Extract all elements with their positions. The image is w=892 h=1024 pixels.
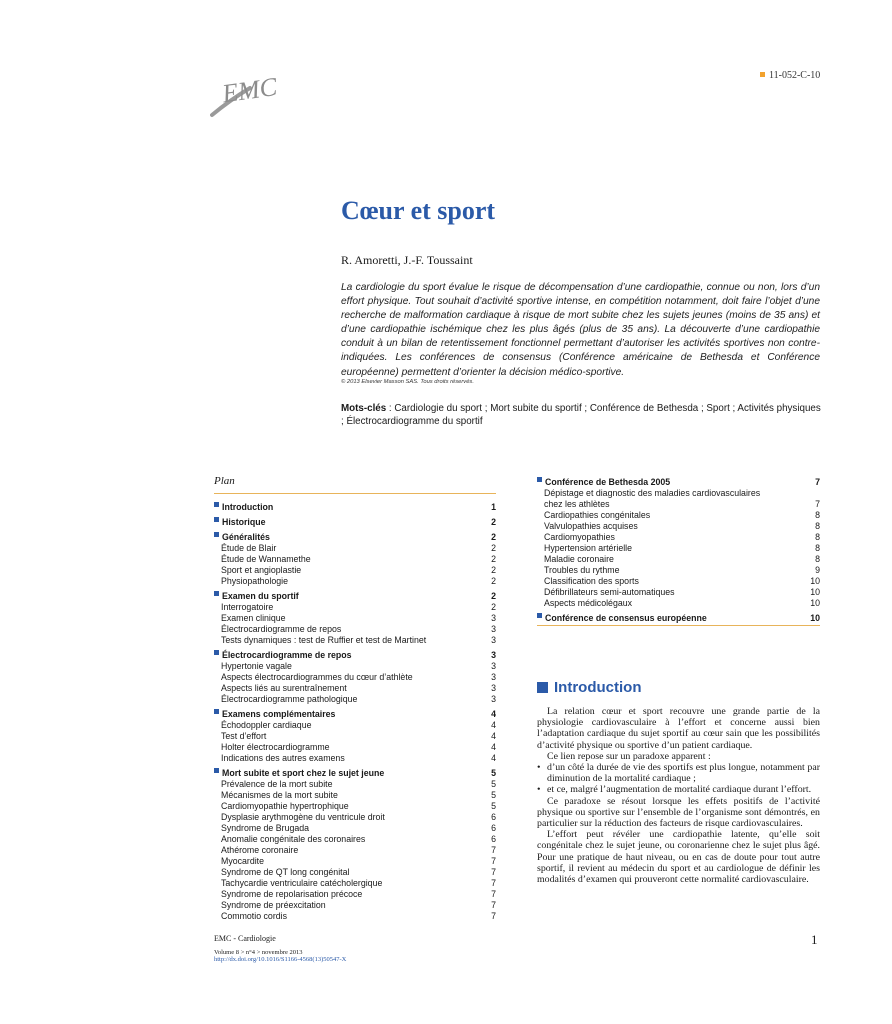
toc-entry-label: Athérome coronaire [221,845,299,855]
toc-entry-label: Aspects médicolégaux [544,598,633,608]
toc-entry[interactable] [537,598,820,609]
toc-entry[interactable] [214,889,496,900]
toc-entry[interactable] [214,823,496,834]
toc-entry-label: Examen clinique [221,613,286,623]
toc-entry[interactable] [537,587,820,598]
toc-entry-label: Myocardite [221,856,265,866]
toc-entry-page: 3 [491,683,496,693]
toc-entry-label: Électrocardiogramme pathologique [221,694,358,704]
toc-entry[interactable] [214,768,496,779]
toc-entry[interactable] [214,672,496,683]
toc-entry[interactable] [214,661,496,672]
toc-entry-label: Aspects liés au surentraînement [221,683,347,693]
toc-entry-page: 2 [491,602,496,612]
toc-entry-page: 9 [815,565,820,575]
toc-bullet-icon [537,477,542,482]
toc-entry-label: Aspects électrocardiogrammes du cœur d’athlète [221,672,413,682]
toc-entry[interactable] [214,602,496,613]
toc-entry-label: Cardiomyopathie hypertrophique [221,801,349,811]
toc-entry-page: 6 [491,823,496,833]
toc-entry-page: 10 [810,576,820,586]
toc-entry[interactable] [214,613,496,624]
toc-bullet-icon [214,532,219,537]
paragraph: La relation cœur et sport recouvre une grande partie de la physiologie cardiovasculaire à l’effort et concerne aussi bien l’adaptation cardiaque du sujet sportif au cœur sain que les possibilités d’activité physique ou sportive d’un patient cardiaque. [537,706,820,751]
toc-entry-page: 2 [491,532,496,542]
toc-entry-page: 3 [491,613,496,623]
toc-entry-page: 6 [491,812,496,822]
toc-entry-page: 10 [810,587,820,597]
toc-bullet-icon [214,591,219,596]
toc-right-rule [537,625,820,626]
toc-entry-page: 2 [491,591,496,601]
introduction-heading: Introduction [537,679,641,696]
paragraph: Ce paradoxe se résout lorsque les effets positifs de l’activité physique ou sportive sur l’ensemble de l’organisme sont démontrés, en particulier sur la réduction des facteurs de risque cardiovasculaires. [537,795,820,830]
toc-entry-label: Interrogatoire [221,602,274,612]
plan-rule [214,493,496,494]
toc-entry-page: 8 [815,543,820,553]
toc-entry-page: 3 [491,694,496,704]
toc-entry-page: 3 [491,650,496,660]
toc-entry[interactable] [214,624,496,635]
toc-entry[interactable] [214,779,496,790]
toc-right-column [537,477,820,624]
toc-entry-label: Mort subite et sport chez le sujet jeune [222,768,385,778]
toc-entry[interactable] [537,554,820,565]
toc-entry[interactable] [214,801,496,812]
toc-entry-page: 1 [491,502,496,512]
toc-entry-label: Hypertonie vagale [221,661,292,671]
toc-entry[interactable] [214,502,496,513]
toc-entry[interactable] [214,753,496,764]
journal-name: EMC - Cardiologie [214,934,276,943]
toc-entry-page: 7 [491,878,496,888]
toc-entry-page: 4 [491,731,496,741]
toc-entry-label: Électrocardiogramme de repos [221,624,342,634]
toc-entry-label: Classification des sports [544,576,639,586]
paragraph: Ce lien repose sur un paradoxe apparent : [547,750,711,762]
toc-bullet-icon [214,517,219,522]
toc-entry[interactable] [537,488,820,499]
toc-entry-page: 2 [491,565,496,575]
toc-entry-page: 7 [815,499,820,509]
toc-entry-page: 4 [491,720,496,730]
copyright: © 2013 Elsevier Masson SAS. Tous droits réservés. [341,379,474,385]
toc-entry-page: 4 [491,742,496,752]
keywords [341,402,826,428]
toc-entry-label: chez les athlètes [544,499,610,509]
toc-entry[interactable] [537,532,820,543]
toc-entry-label: Examens complémentaires [222,709,336,719]
toc-entry-page: 2 [491,554,496,564]
toc-entry-label: Défibrillateurs semi-automatiques [544,587,675,597]
toc-entry[interactable] [214,532,496,543]
toc-entry[interactable] [214,834,496,845]
toc-entry-page: 8 [815,554,820,564]
toc-entry-label: Étude de Blair [221,543,277,553]
toc-entry-label: Indications des autres examens [221,753,345,763]
toc-entry-page: 3 [491,624,496,634]
toc-entry[interactable] [214,591,496,602]
bullet-list [537,762,820,796]
toc-entry-label: Maladie coronaire [544,554,614,564]
toc-entry[interactable] [537,576,820,587]
toc-entry-page: 10 [810,613,820,623]
toc-entry[interactable] [214,731,496,742]
toc-bullet-icon [214,502,219,507]
toc-entry[interactable] [214,694,496,705]
toc-entry[interactable] [214,650,496,661]
logo-text: EMC [220,71,279,109]
introduction-body [537,706,820,885]
toc-entry-page: 7 [491,900,496,910]
toc-entry[interactable] [214,742,496,753]
toc-entry[interactable] [537,510,820,521]
toc-entry-label: Cardiomyopathies [544,532,615,542]
doi-link[interactable]: http://dx.doi.org/10.1016/S1166-4568(13)50547-X [214,956,347,963]
toc-entry[interactable] [214,856,496,867]
toc-left-column [214,502,496,922]
toc-entry-page: 7 [491,856,496,866]
toc-entry-label: Syndrome de préexcitation [221,900,326,910]
reference-marker-icon [760,72,765,77]
toc-entry-page: 2 [491,517,496,527]
article-reference: 11-052-C-10 [760,70,820,81]
toc-entry[interactable] [214,543,496,554]
toc-entry-page: 5 [491,768,496,778]
toc-entry[interactable] [537,543,820,554]
toc-entry-label: Historique [222,517,266,527]
toc-entry-page: 2 [491,543,496,553]
toc-entry-page: 3 [491,672,496,682]
toc-entry[interactable] [214,635,496,646]
toc-entry-label: Électrocardiogramme de repos [222,650,352,660]
toc-entry-page: 8 [815,521,820,531]
toc-entry-label: Généralités [222,532,270,542]
toc-entry-page: 7 [815,477,820,487]
toc-entry-label: Étude de Wannamethe [221,554,311,564]
toc-entry-page: 8 [815,532,820,542]
section-square-icon [537,682,548,693]
footer [214,934,346,963]
toc-entry-page: 7 [491,867,496,877]
toc-entry-label: Syndrome de repolarisation précoce [221,889,363,899]
toc-entry-label: Syndrome de Brugada [221,823,310,833]
toc-entry-label: Tests dynamiques : test de Ruffier et test de Martinet [221,635,427,645]
toc-entry-page: 7 [491,845,496,855]
toc-entry-page: 5 [491,779,496,789]
page-number: 1 [811,932,818,947]
toc-entry-label: Prévalence de la mort subite [221,779,333,789]
toc-entry-page: 5 [491,790,496,800]
list-item: • et ce, malgré l’augmentation de mortalité cardiaque durant l’effort. [547,784,820,795]
toc-entry[interactable] [214,900,496,911]
toc-entry-label: Syndrome de QT long congénital [221,867,350,877]
toc-entry-label: Physiopathologie [221,576,289,586]
toc-entry-page: 4 [491,709,496,719]
toc-entry[interactable] [214,812,496,823]
toc-entry[interactable] [214,576,496,587]
toc-entry[interactable] [537,499,820,510]
toc-entry-label: Troubles du rythme [544,565,620,575]
toc-entry-label: Sport et angioplastie [221,565,302,575]
toc-entry-label: Dysplasie arythmogène du ventricule droit [221,812,385,822]
article-authors: R. Amoretti, J.-F. Toussaint [341,253,473,267]
toc-entry-label: Examen du sportif [222,591,299,601]
toc-bullet-icon [214,650,219,655]
abstract: La cardiologie du sport évalue le risque de décompensation d’une cardiopathie, connue ou non, lors d’un effort physique. Tout souhait d’activité sportive intense, en compétition notamment, doit faire l’objet d’une recherche de malformation cardiaque à risque de mort subite chez les sujets jeunes (moins de 35 ans) et d’une cardiopathie ischémique chez les plus âgés (plus de 35 ans). La découverte d’une cardiopathie conduit à un bilan de retentissement fonctionnel permettant d’autoriser les activités sportives non contre-indiquées. Les conférences de consensus (Conférence américaine de Bethesda et Conférence européenne) permettent d’orienter la décision médico-sportive. [341,282,820,378]
toc-entry-label: Test d’effort [221,731,267,741]
toc-entry[interactable] [537,521,820,532]
article-title: Cœur et sport [341,196,496,225]
toc-entry[interactable] [214,517,496,528]
toc-entry[interactable] [214,911,496,922]
toc-entry-page: 8 [815,510,820,520]
toc-entry-page: 3 [491,635,496,645]
toc-entry-page: 4 [491,753,496,763]
toc-entry-label: Échodoppler cardiaque [221,720,312,730]
toc-entry-label: Anomalie congénitale des coronaires [221,834,366,844]
toc-entry[interactable] [537,613,820,624]
toc-entry[interactable] [214,720,496,731]
toc-entry[interactable] [214,554,496,565]
toc-entry[interactable] [214,709,496,720]
toc-entry-page: 2 [491,576,496,586]
toc-entry[interactable] [214,867,496,878]
toc-bullet-icon [214,709,219,714]
toc-entry-page: 7 [491,911,496,921]
toc-entry-label: Mécanismes de la mort subite [221,790,338,800]
toc-entry-label: Cardiopathies congénitales [544,510,651,520]
toc-entry-page: 6 [491,834,496,844]
toc-entry-label: Commotio cordis [221,911,287,921]
toc-entry[interactable] [537,565,820,576]
list-item: • d’un côté la durée de vie des sportifs est plus longue, notamment par diminution de la mortalité cardiaque ; [547,762,820,784]
toc-entry-label: Conférence de Bethesda 2005 [545,477,671,487]
toc-entry[interactable] [214,845,496,856]
toc-bullet-icon [537,613,542,618]
volume-info: Volume 8 > n°4 > novembre 2013 [214,949,303,956]
keywords-label: Mots-clés [341,403,387,414]
toc-entry-label: Introduction [222,502,274,512]
toc-entry-page: 3 [491,661,496,671]
toc-entry-label: Conférence de consensus européenne [545,613,707,623]
toc-entry[interactable] [537,477,820,488]
keywords-list: : Cardiologie du sport ; Mort subite du sportif ; Conférence de Bethesda ; Sport ; Activités physiques ; Électrocardiogramme du sportif [341,403,821,427]
toc-entry-page: 7 [491,889,496,899]
toc-entry-label: Valvulopathies acquises [544,521,638,531]
toc-entry[interactable] [214,683,496,694]
plan-title: Plan [214,475,235,487]
toc-entry[interactable] [214,565,496,576]
toc-entry-page: 5 [491,801,496,811]
toc-entry[interactable] [214,790,496,801]
toc-entry-label: Hypertension artérielle [544,543,633,553]
toc-bullet-icon [214,768,219,773]
paragraph: L’effort peut révéler une cardiopathie latente, qu’elle soit congénitale chez le sujet jeune, ou coronarienne chez le sujet plus âgé. Pour une pratique de haut niveau, ou en cas de doute pour tout autre sportif, il revient au médecin du sport et au cardiologue de définir les modalités d’examen qui prouveront cette normalité cardiovasculaire. [537,829,820,886]
toc-entry-label: Tachycardie ventriculaire catécholergique [221,878,383,888]
toc-entry-page: 10 [810,598,820,608]
emc-logo [210,60,280,120]
toc-entry[interactable] [214,878,496,889]
toc-entry-label: Dépistage et diagnostic des maladies cardiovasculaires [544,488,761,498]
toc-entry-label: Holter électrocardiogramme [221,742,330,752]
